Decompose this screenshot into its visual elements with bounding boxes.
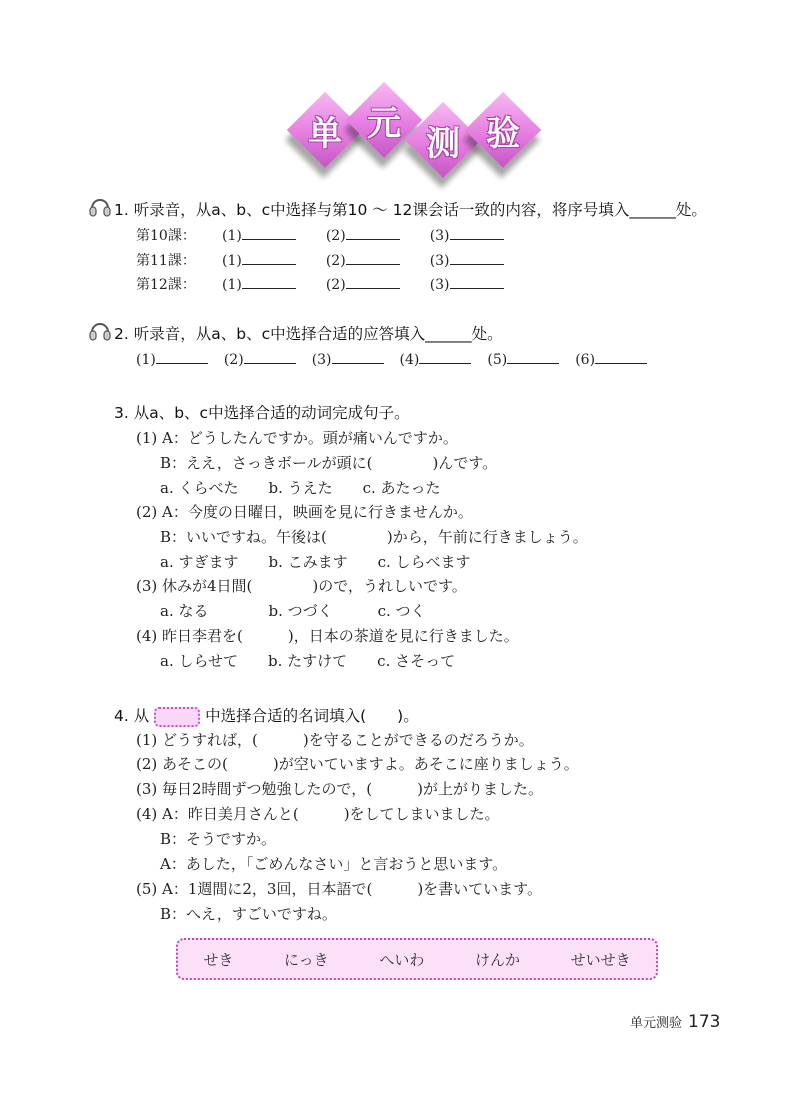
q1-number: 1. [114,201,129,219]
headphone-icon [88,318,112,342]
q1-item-label: (2) [325,253,346,269]
title-char-2: 元 [367,103,401,144]
q2-item-label: (1) [136,352,156,368]
q3-line: (1) A：どうしたんですか。頭が痛いんですか。 [136,429,458,447]
word-option[interactable]: にっき [283,950,329,969]
q4-line: A：あした，「ごめんなさい」と言おうと思います。 [160,855,508,873]
q3-header: 3. 从a、b、c中选择合适的动词完成句子。 [114,404,410,422]
q4-line: B：へえ，すごいですね。 [160,905,337,923]
q1-row-label: 第11課： [136,253,196,269]
q4-header [114,704,419,727]
q1-item-label: (1) [222,228,242,244]
q4-line: (1) どうすれば，( )を守ることができるのだろうか。 [136,731,534,749]
answer-blank[interactable] [450,225,504,240]
q2-number: 2. [114,325,129,343]
title-char-1: 单 [308,113,342,154]
q1-text: 听录音，从a、b、c中选择与第10 ～ 12课会话一致的内容，将序号填入______处。 [133,201,707,219]
q4-header-post: 中选择合适的名词填入( )。 [205,707,419,725]
answer-blank[interactable] [450,250,504,265]
answer-blank[interactable] [244,349,296,364]
q2-text: 听录音，从a、b、c中选择合适的应答填入______处。 [133,325,503,343]
footer-label: 单元测验 [630,1016,683,1031]
q4-line: (4) A：昨日美月さんと( )をしてしまいました。 [136,805,500,823]
q2-item-label: (5) [487,352,508,368]
q1-item-label: (2) [325,277,346,293]
q1-row-3 [136,274,504,294]
word-option[interactable]: せいせき [570,950,631,969]
headphone-icon [88,194,112,218]
answer-blank[interactable] [450,274,504,289]
q1-row-label: 第10課： [136,228,196,244]
word-option[interactable]: へいわ [379,950,425,969]
q2-item-label: (6) [575,352,596,368]
q4-line: (2) あそこの( )が空いていますよ。あそこに座りましょう。 [136,755,579,773]
q4-header-pre: 4. 从 [114,707,150,725]
answer-blank[interactable] [332,349,384,364]
word-option[interactable]: せき [203,950,234,969]
answer-blank[interactable] [346,274,400,289]
q2-item-label: (2) [223,352,244,368]
answer-blank[interactable] [242,250,296,265]
page-footer [630,1012,720,1032]
q2-item-label: (3) [311,352,332,368]
q3-line: B：ええ，さっきボールが頭に( )んです。 [160,454,498,472]
q3-options: a. くらべた b. うえた c. あたった [160,479,441,497]
q3-line: (3) 休みが4日間( )ので，うれしいです。 [136,577,467,595]
word-option[interactable]: けんか [474,950,520,969]
page-number: 173 [688,1012,721,1032]
word-box-marker [154,707,200,727]
answer-blank[interactable] [242,274,296,289]
word-bank [176,938,658,980]
q2-item-label: (4) [399,352,420,368]
q4-line: B：そうですか。 [160,830,277,848]
q1-row-label: 第12課： [136,277,196,293]
q3-line: (2) A：今度の日曜日，映画を見に行きませんか。 [136,503,473,521]
title-char-4: 验 [486,113,520,154]
q1-item-label: (1) [222,277,242,293]
q2-answers [136,349,647,368]
q3-options: a. しらせて b. たすけて c. さそって [160,652,456,670]
q1-item-label: (2) [325,228,346,244]
answer-blank[interactable] [507,349,559,364]
q3-options: a. すぎます b. こみます c. しらべます [160,553,471,571]
answer-blank[interactable] [346,225,400,240]
answer-blank[interactable] [156,349,208,364]
q3-line: B：いいですね。午後は( )から，午前に行きましょう。 [160,528,588,546]
q4-line: (5) A：1週間に2，3回，日本語で( )を書いています。 [136,880,542,898]
q2-header [114,322,503,344]
q3-line: (4) 昨日李君を( )，日本の茶道を見に行きました。 [136,627,519,645]
q3-options: a. なる b. つづく c. つく [160,602,426,620]
title-char-3: 测 [426,123,460,164]
q1-item-label: (1) [222,253,242,269]
q1-item-label: (3) [429,277,450,293]
q1-header [114,198,707,220]
q4-line: (3) 毎日2時間ずつ勉強したので，( )が上がりました。 [136,780,543,798]
q1-row-1 [136,225,504,245]
answer-blank[interactable] [346,250,400,265]
answer-blank[interactable] [242,225,296,240]
q1-item-label: (3) [429,253,450,269]
answer-blank[interactable] [595,349,647,364]
answer-blank[interactable] [419,349,471,364]
q1-item-label: (3) [429,228,450,244]
q1-row-2 [136,250,504,270]
